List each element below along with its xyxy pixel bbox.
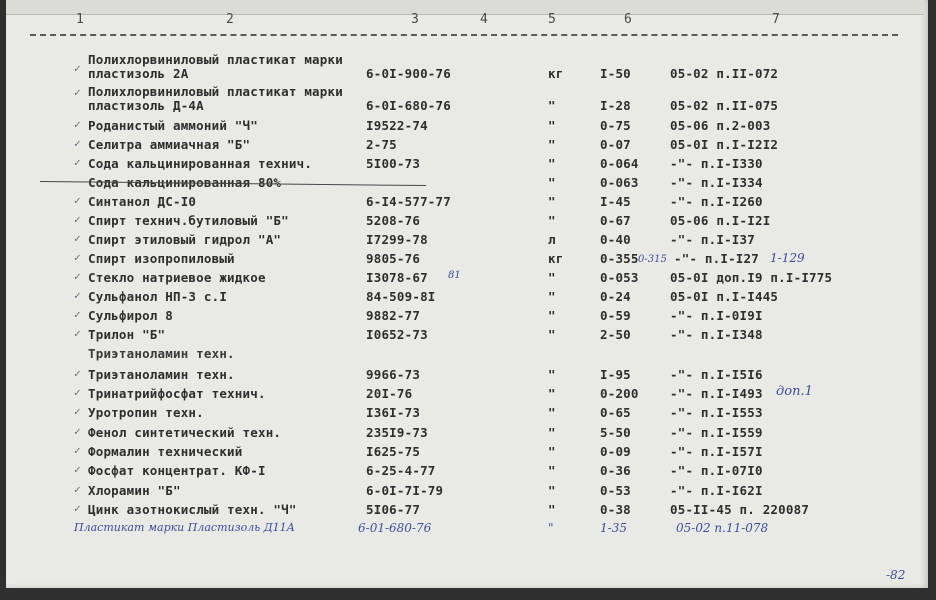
item-standard: 6-0I-900-76 [366, 66, 451, 81]
item-unit: " [548, 425, 556, 440]
handwritten-supplement-note: доп.1 [776, 384, 813, 399]
item-reference: -"- п.I-I559 [670, 425, 763, 440]
item-unit: " [548, 327, 556, 342]
table-row [0, 327, 936, 345]
table-row [0, 156, 936, 174]
item-unit: кг [548, 66, 564, 81]
table-row [0, 405, 936, 423]
item-quantity: 0-36 [600, 463, 631, 478]
item-name: Сульфирол 8 [88, 308, 173, 323]
item-reference: 05-0I п.I-I2I2 [670, 137, 779, 152]
item-unit: " [548, 98, 556, 113]
item-reference: -"- п.I-I5I6 [670, 367, 763, 382]
item-reference: -"- п.I-I62I [670, 483, 763, 498]
item-reference: -"- п.I-I27 [674, 251, 759, 266]
item-reference: -"- п.I-I493 [670, 386, 763, 401]
item-standard: I3078-67 [366, 270, 428, 285]
page-number: -82 [886, 568, 906, 582]
table-row [0, 386, 936, 404]
item-unit: " [548, 137, 556, 152]
check-mark: ✓ [74, 444, 81, 457]
item-unit: " [548, 405, 556, 420]
item-name: Трилон "Б" [88, 327, 166, 342]
item-standard: 20I-76 [366, 386, 413, 401]
check-mark: ✓ [74, 289, 81, 302]
check-mark: ✓ [74, 367, 81, 380]
table-row [0, 137, 936, 155]
item-standard: I0652-73 [366, 327, 428, 342]
column-number-6: 6 [624, 12, 632, 27]
column-number-7: 7 [772, 12, 780, 27]
item-standard: 5208-76 [366, 213, 421, 228]
item-standard: 6-0I-7I-79 [366, 483, 444, 498]
item-unit: " [548, 156, 556, 171]
table-row [0, 289, 936, 307]
item-name-overtyped: Триэтаноламин техн. [88, 346, 235, 361]
check-mark: ✓ [74, 327, 81, 340]
item-name: Стекло натриевое жидкое [88, 270, 266, 285]
item-unit: " [548, 386, 556, 401]
check-mark: ✓ [74, 308, 81, 321]
item-standard: 6-25-4-77 [366, 463, 436, 478]
item-reference: 05-02 п.II-072 [670, 66, 779, 81]
handwritten-quantity-note: 0-315 [638, 254, 667, 265]
table-row [0, 483, 936, 501]
item-quantity: 0-09 [600, 444, 631, 459]
check-mark: ✓ [74, 62, 81, 75]
item-reference: 05-06 п.2-003 [670, 118, 771, 133]
check-mark: ✓ [74, 502, 81, 515]
item-name: Цинк азотнокислый техн. "Ч" [88, 502, 297, 517]
item-quantity: 0-38 [600, 502, 631, 517]
item-unit: " [548, 194, 556, 209]
item-reference: 05-0I доп.I9 п.I-I775 [670, 270, 833, 285]
item-unit: " [548, 118, 556, 133]
item-unit: " [548, 444, 556, 459]
item-quantity: I-45 [600, 194, 631, 209]
item-reference: -"- п.I-I330 [670, 156, 763, 171]
column-number-4: 4 [480, 12, 488, 27]
check-mark: ✓ [74, 156, 81, 169]
item-name: Синтанол ДС-I0 [88, 194, 197, 209]
table-row [0, 98, 936, 116]
item-name: Спирт технич.бутиловый "Б" [88, 213, 289, 228]
handwritten-reference-note: 1-129 [770, 251, 805, 265]
item-name: Селитра аммиачная "Б" [88, 137, 251, 152]
item-standard: 5I06-77 [366, 502, 421, 517]
check-mark: ✓ [74, 270, 81, 283]
item-quantity: 0-200 [600, 386, 639, 401]
item-standard: 6-0I-680-76 [366, 98, 451, 113]
item-quantity: 0-355 [600, 251, 639, 266]
item-reference: 05-06 п.I-I2I [670, 213, 771, 228]
item-standard: 235I9-73 [366, 425, 428, 440]
item-quantity: I-50 [600, 66, 631, 81]
item-unit: " [548, 270, 556, 285]
check-mark: ✓ [74, 463, 81, 476]
item-name: Хлорамин "Б" [88, 483, 181, 498]
column-number-3: 3 [411, 12, 419, 27]
check-mark: ✓ [74, 425, 81, 438]
item-standard: 5I00-73 [366, 156, 421, 171]
item-reference: -"- п.I-I37 [670, 232, 755, 247]
table-row [0, 308, 936, 326]
item-standard: 9966-73 [366, 367, 421, 382]
item-quantity: 0-75 [600, 118, 631, 133]
item-reference: 05-02 п.II-075 [670, 98, 779, 113]
item-name: пластизоль Д-4А [88, 98, 204, 113]
item-unit: " [548, 175, 556, 190]
check-mark: ✓ [74, 483, 81, 496]
item-standard: I36I-73 [366, 405, 421, 420]
item-standard: 2-75 [366, 137, 397, 152]
item-quantity: 0-67 [600, 213, 631, 228]
binding-strip [6, 0, 924, 15]
item-name: Спирт изопропиловый [88, 251, 235, 266]
handwritten-row [0, 521, 936, 539]
item-unit: " [548, 463, 556, 478]
table-row [0, 232, 936, 250]
item-standard: 9882-77 [366, 308, 421, 323]
item-reference: -"- п.I-I334 [670, 175, 763, 190]
item-reference: 05-0I п.I-I445 [670, 289, 779, 304]
item-unit: " [548, 502, 556, 517]
table-row [0, 367, 936, 385]
check-mark: ✓ [74, 232, 81, 245]
table-row [0, 463, 936, 481]
item-quantity: I-28 [600, 98, 631, 113]
column-number-2: 2 [226, 12, 234, 27]
handwritten-item-reference: 05-02 п.11-078 [676, 521, 769, 535]
table-row [0, 194, 936, 212]
item-unit: " [548, 483, 556, 498]
item-quantity: 0-40 [600, 232, 631, 247]
handwritten-item-unit: " [548, 521, 554, 535]
item-standard: 9805-76 [366, 251, 421, 266]
item-quantity: 5-50 [600, 425, 631, 440]
item-name-line1: Полихлорвиниловый пластикат марки [88, 84, 343, 99]
item-unit: " [548, 367, 556, 382]
item-name: Роданистый аммоний "Ч" [88, 118, 258, 133]
check-mark: ✓ [74, 118, 81, 131]
item-name: Формалин технический [88, 444, 243, 459]
item-quantity: 0-59 [600, 308, 631, 323]
item-unit: л [548, 232, 556, 247]
table-row [0, 213, 936, 231]
item-quantity: I-95 [600, 367, 631, 382]
item-quantity: 0-53 [600, 483, 631, 498]
handwritten-item-standard: 6-01-680-76 [358, 521, 432, 535]
table-row [0, 425, 936, 443]
item-quantity: 0-063 [600, 175, 639, 190]
table-row-struck [0, 346, 936, 364]
item-name: Фосфат концентрат. КФ-I [88, 463, 266, 478]
item-name: Уротропин техн. [88, 405, 204, 420]
item-quantity: 0-053 [600, 270, 639, 285]
check-mark: ✓ [74, 251, 81, 264]
item-reference: -"- п.I-I57I [670, 444, 763, 459]
handwritten-item-quantity: 1-35 [600, 521, 627, 535]
table-row [0, 502, 936, 520]
item-standard: 6-I4-577-77 [366, 194, 451, 209]
item-quantity: 2-50 [600, 327, 631, 342]
item-reference: -"- п.I-I260 [670, 194, 763, 209]
item-quantity: 0-24 [600, 289, 631, 304]
item-quantity: 0-07 [600, 137, 631, 152]
item-name: Сода кальцинированная технич. [88, 156, 313, 171]
item-standard: 84-509-8I [366, 289, 436, 304]
item-quantity: 0-65 [600, 405, 631, 420]
item-quantity: 0-064 [600, 156, 639, 171]
item-name: Тринатрийфосфат технич. [88, 386, 266, 401]
table-row [0, 270, 936, 288]
header-divider [30, 34, 898, 36]
item-reference: -"- п.I-0I9I [670, 308, 763, 323]
item-name: Фенол синтетический техн. [88, 425, 282, 440]
item-reference: -"- п.I-07I0 [670, 463, 763, 478]
item-reference: -"- п.I-I553 [670, 405, 763, 420]
item-standard: I7299-78 [366, 232, 428, 247]
item-unit: " [548, 289, 556, 304]
check-mark: ✓ [74, 137, 81, 150]
item-name: Сульфанол НП-3 с.I [88, 289, 228, 304]
item-reference: -"- п.I-I348 [670, 327, 763, 342]
column-number-1: 1 [76, 12, 84, 27]
item-reference: 05-II-45 п. 220087 [670, 502, 810, 517]
handwritten-item-name: Пластикат марки Пластизоль Д11А [74, 521, 295, 534]
table-row [0, 251, 936, 269]
item-unit: " [548, 308, 556, 323]
item-name-line1: Полихлорвиниловый пластикат марки [88, 52, 343, 67]
check-mark: ✓ [74, 213, 81, 226]
check-mark: ✓ [74, 405, 81, 418]
table-row [0, 175, 936, 193]
check-mark: ✓ [74, 386, 81, 399]
item-name: Триэтаноламин техн. [88, 367, 235, 382]
item-standard: I9522-74 [366, 118, 428, 133]
item-name: Спирт этиловый гидрол "А" [88, 232, 282, 247]
check-mark: ✓ [74, 86, 81, 99]
check-mark: ✓ [74, 194, 81, 207]
item-name: Сода кальцинированная 80% [88, 175, 282, 190]
table-row [0, 444, 936, 462]
item-name: пластизоль 2А [88, 66, 189, 81]
table-row [0, 62, 936, 84]
table-row [0, 118, 936, 136]
handwritten-standard-suffix: 81 [448, 270, 461, 281]
column-number-5: 5 [548, 12, 556, 27]
item-unit: " [548, 213, 556, 228]
item-standard: I625-75 [366, 444, 421, 459]
item-unit: кг [548, 251, 564, 266]
